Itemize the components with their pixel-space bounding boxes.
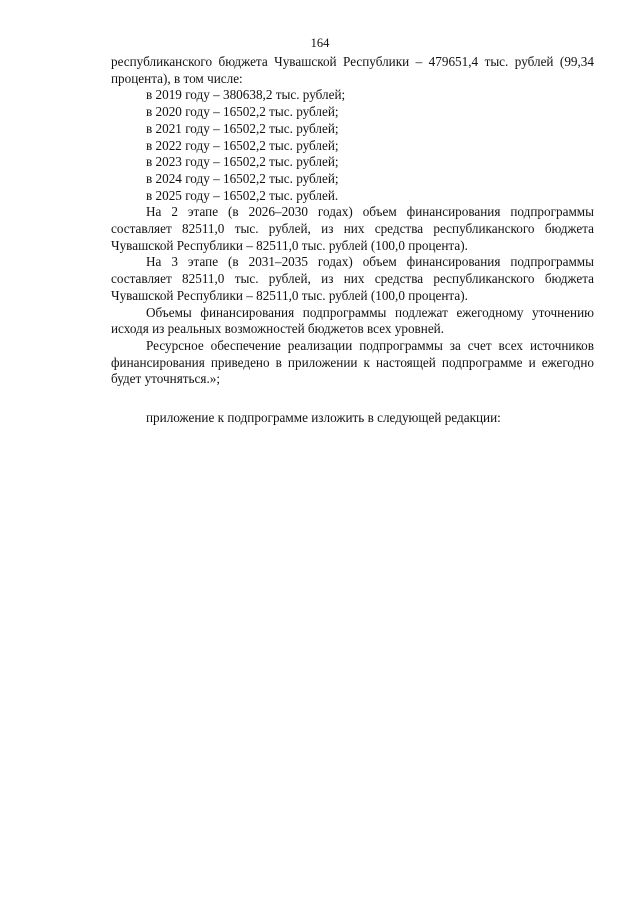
annual-update-paragraph: Объемы финансирования подпрограммы подлежат ежегодному уточнению исходя из реальных возможностей бюджетов всех уровней. [111,304,594,337]
page-number: 164 [310,36,330,50]
year-line-2020: в 2020 году – 16502,2 тыс. рублей; [146,104,339,120]
year-line-2025: в 2025 году – 16502,2 тыс. рублей. [146,187,339,203]
resources-paragraph: Ресурсное обеспечение реализации подпрограммы за счет всех источников финансирования приведено в приложении к настоящей подпрограмме и ежегодно будет уточняться.»; [111,337,594,387]
stage-3-paragraph: На 3 этапе (в 2031–2035 годах) объем финансирования подпрограммы составляет 82511,0 тыс. рублей, из них средства республиканского бюджета Чувашской Республики – 82511,0 тыс. рублей (100,0 процента). [111,254,594,303]
appendix-note-paragraph: приложение к подпрограмме изложить в следующей редакции: [146,410,501,426]
intro-paragraph: республиканского бюджета Чувашской Республики – 479651,4 тыс. рублей (99,34 процента), в том числе: [111,54,594,86]
stage-2-paragraph: На 2 этапе (в 2026–2030 годах) объем финансирования подпрограммы составляет 82511,0 тыс. рублей, из них средства республиканского бюджета Чувашской Республики – 82511,0 тыс. рублей (100,0 процента). [111,204,594,253]
year-line-2019: в 2019 году – 380638,2 тыс. рублей; [146,87,346,103]
year-line-2022: в 2022 году – 16502,2 тыс. рублей; [146,137,339,153]
year-line-2023: в 2023 году – 16502,2 тыс. рублей; [146,154,339,170]
document-body [111,54,594,427]
year-line-2024: в 2024 году – 16502,2 тыс. рублей; [146,170,339,186]
year-line-2021: в 2021 году – 16502,2 тыс. рублей; [146,120,339,136]
